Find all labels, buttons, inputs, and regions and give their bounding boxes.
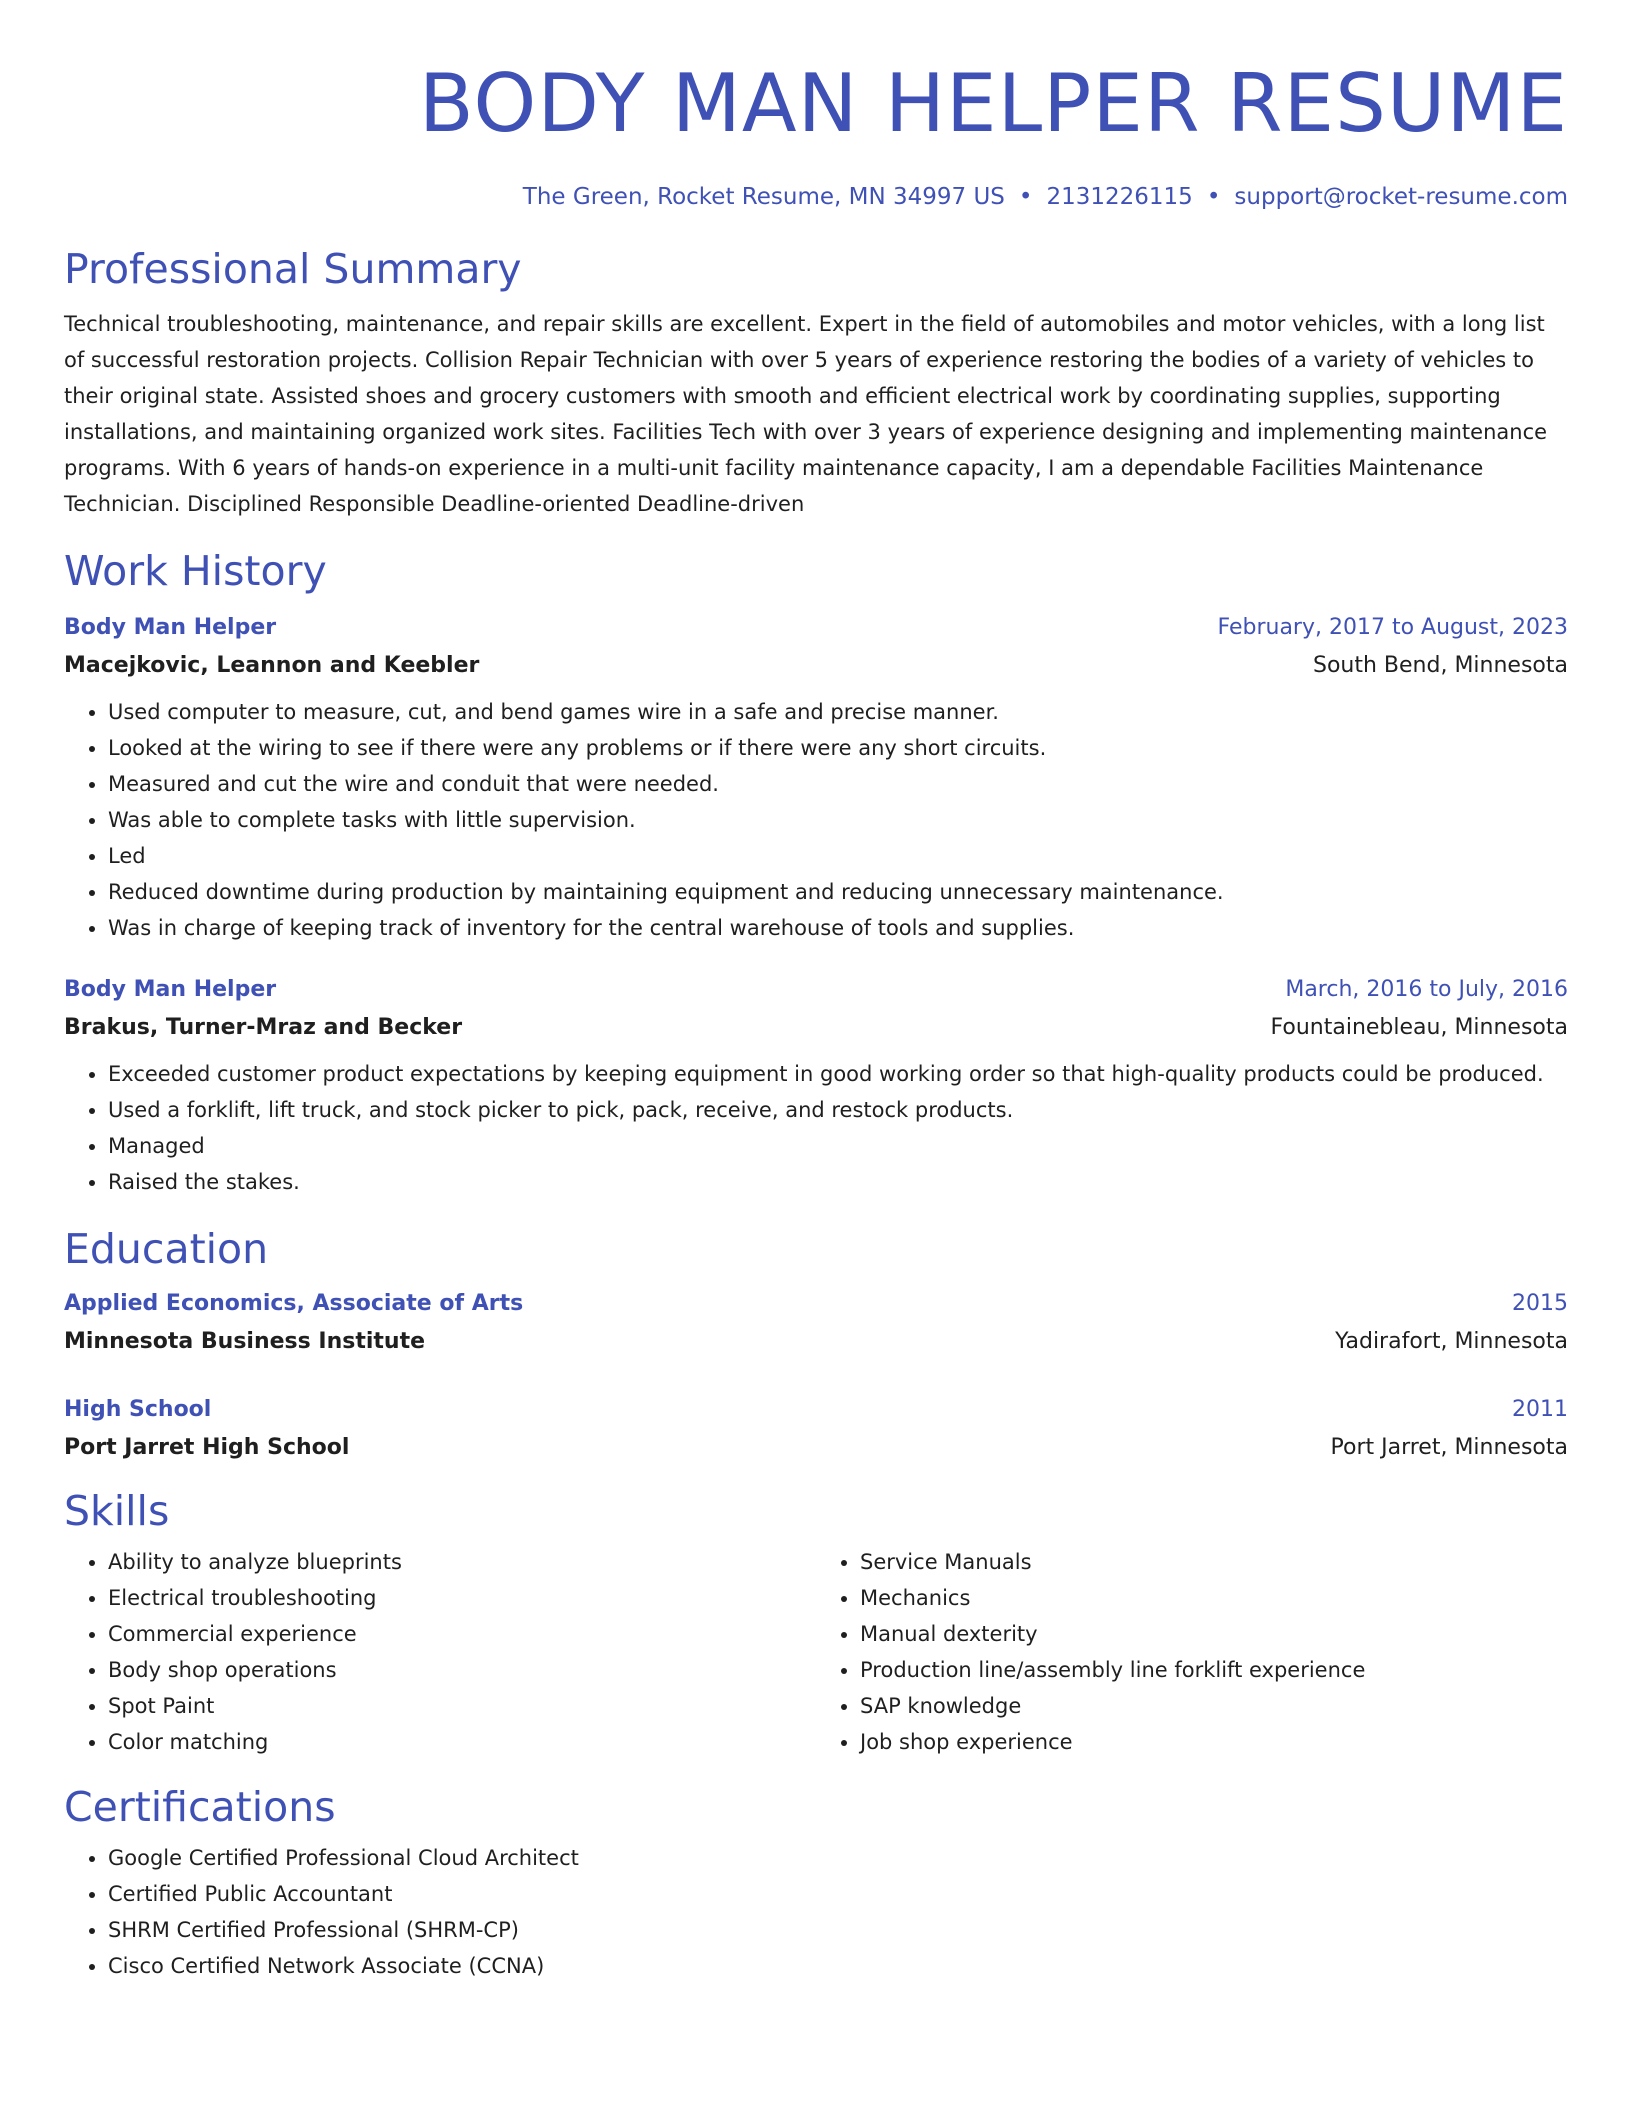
job-role: Body Man Helper (64, 615, 277, 640)
education-entry (64, 1392, 1568, 1468)
job-header (64, 610, 1568, 646)
certification-item: • Cisco Certified Network Associate (CCNA) (108, 1948, 1568, 1984)
job-bullet: • Used computer to measure, cut, and bend games wire in a safe and precise manner. (108, 694, 1568, 730)
skill-item: • Service Manuals (860, 1544, 1568, 1580)
skill-item: • Electrical troubleshooting (108, 1580, 816, 1616)
contact-address: The Green, Rocket Resume, MN 34997 US (522, 184, 1005, 210)
education-subheader (64, 1322, 1568, 1362)
skills-list-left (64, 1544, 816, 1760)
certifications-list (64, 1840, 1568, 1984)
skill-item: • Ability to analyze blueprints (108, 1544, 816, 1580)
job-bullet: • Raised the stakes. (108, 1164, 1568, 1200)
skill-item: • Body shop operations (108, 1652, 816, 1688)
skill-item: • Mechanics (860, 1580, 1568, 1616)
section-title-work: Work History (64, 547, 327, 595)
contact-email[interactable]: support@rocket-resume.com (1234, 184, 1568, 210)
skill-item: • Commercial experience (108, 1616, 816, 1652)
contact-separator: • (1018, 184, 1033, 210)
job-bullet: • Was able to complete tasks with little supervision. (108, 802, 1568, 838)
job-entry (64, 610, 1568, 946)
job-bullet: • Reduced downtime during production by maintaining equipment and reducing unnecessary maintenance. (108, 874, 1568, 910)
job-bullet: • Managed (108, 1128, 1568, 1164)
education-degree: High School (64, 1397, 212, 1422)
section-title-certifications: Certifications (64, 1783, 336, 1831)
job-header (64, 972, 1568, 1008)
job-company: Brakus, Turner-Mraz and Becker (64, 1015, 463, 1040)
contact-phone: 2131226115 (1046, 184, 1193, 210)
contact-separator: • (1206, 184, 1221, 210)
certification-item: • Google Certified Professional Cloud Architect (108, 1840, 1568, 1876)
certification-item: • SHRM Certified Professional (SHRM-CP) (108, 1912, 1568, 1948)
job-bullet: • Exceeded customer product expectations by keeping equipment in good working order so that high-quality products could be produced. (108, 1056, 1568, 1092)
section-title-summary: Professional Summary (64, 245, 522, 293)
education-degree: Applied Economics, Associate of Arts (64, 1291, 524, 1316)
section-title-education: Education (64, 1225, 269, 1273)
education-header (64, 1286, 1568, 1322)
job-role: Body Man Helper (64, 977, 277, 1002)
education-subheader (64, 1428, 1568, 1468)
education-year: 2011 (1512, 1397, 1568, 1422)
job-subheader (64, 646, 1568, 686)
job-bullet: • Led (108, 838, 1568, 874)
education-location: Port Jarret, Minnesota (1330, 1435, 1568, 1460)
job-bullet: • Looked at the wiring to see if there were any problems or if there were any short circuits. (108, 730, 1568, 766)
skill-item: • Production line/assembly line forklift experience (860, 1652, 1568, 1688)
section-title-skills: Skills (64, 1487, 170, 1535)
skill-item: • Spot Paint (108, 1688, 816, 1724)
education-school: Minnesota Business Institute (64, 1329, 426, 1354)
skill-item: • Job shop experience (860, 1724, 1568, 1760)
job-subheader (64, 1008, 1568, 1048)
education-year: 2015 (1512, 1291, 1568, 1316)
summary-text: Technical troubleshooting, maintenance, and repair skills are excellent. Expert in the field of automobiles and motor vehicles, with a long list of successful restoration projects. Collision Repair Technician with over 5 years of experience restoring the bodies of a variety of vehicles to their original state. Assisted shoes and grocery customers with smooth and efficient electrical work by coordinating supplies, supporting installations, and maintaining organized work sites. Facilities Tech with over 3 years of experience designing and implementing maintenance programs. With 6 years of hands-on experience in a multi-unit facility maintenance capacity, I am a dependable Facilities Maintenance Technician. Disciplined Responsible Deadline-oriented Deadline-driven (64, 312, 1548, 516)
job-bullets (64, 1056, 1568, 1200)
job-bullets (64, 694, 1568, 946)
skills-columns (64, 1544, 1568, 1760)
skills-list-right (816, 1544, 1568, 1760)
job-bullet: • Measured and cut the wire and conduit that were needed. (108, 766, 1568, 802)
contact-line (64, 182, 1568, 212)
job-location: Fountainebleau, Minnesota (1270, 1015, 1568, 1040)
education-location: Yadirafort, Minnesota (1335, 1329, 1568, 1354)
skill-item: • Color matching (108, 1724, 816, 1760)
job-bullet: • Was in charge of keeping track of inventory for the central warehouse of tools and supplies. (108, 910, 1568, 946)
job-entry (64, 972, 1568, 1200)
skill-item: • Manual dexterity (860, 1616, 1568, 1652)
job-dates: February, 2017 to August, 2023 (1217, 615, 1568, 640)
job-location: South Bend, Minnesota (1313, 653, 1568, 678)
job-dates: March, 2016 to July, 2016 (1285, 977, 1568, 1002)
education-header (64, 1392, 1568, 1428)
education-school: Port Jarret High School (64, 1435, 350, 1460)
education-entry (64, 1286, 1568, 1362)
certification-item: • Certified Public Accountant (108, 1876, 1568, 1912)
job-bullet: • Used a forklift, lift truck, and stock picker to pick, pack, receive, and restock products. (108, 1092, 1568, 1128)
resume-title: BODY MAN HELPER RESUME (418, 57, 1568, 150)
job-company: Macejkovic, Leannon and Keebler (64, 653, 480, 678)
skill-item: • SAP knowledge (860, 1688, 1568, 1724)
